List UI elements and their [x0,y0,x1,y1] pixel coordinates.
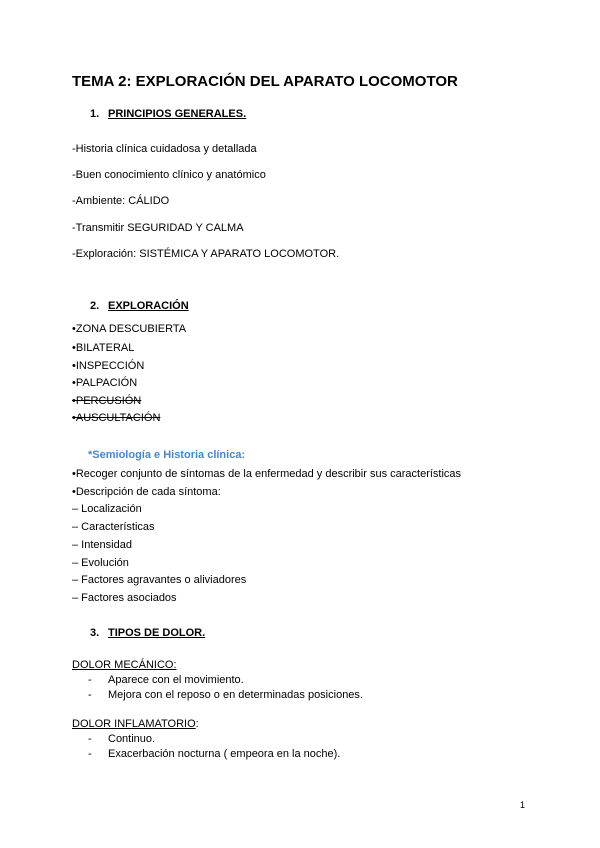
section-label: PRINCIPIOS GENERALES. [108,108,247,120]
page-number: 1 [520,800,526,810]
list-item: •Recoger conjunto de síntomas de la enfermedad y describir sus características [72,468,462,480]
section-heading-tipos-dolor [90,627,205,639]
list-item-struck: •AUSCULTACIÓN [72,412,161,424]
section-label: TIPOS DE DOLOR. [108,627,206,639]
list-item: •BILATERAL [72,342,135,354]
list-item [88,689,363,701]
list-item: •PALPACIÓN [72,377,138,389]
section-number: 2. [90,300,100,312]
list-item-text: Continuo. [108,733,156,745]
list-item [88,674,244,686]
list-item: •INSPECCIÓN [72,360,145,372]
list-item-text: Aparece con el movimiento. [108,674,244,686]
section-number: 1. [90,108,100,120]
heading-colon: : [195,718,199,730]
list-item: – Localización [72,503,142,515]
section-number: 3. [90,627,100,639]
list-item: – Intensidad [72,539,132,551]
section-label: EXPLORACIÓN [108,300,189,312]
dash-bullet: - [88,748,92,760]
list-item: •Descripción de cada síntoma: [72,486,221,498]
list-item-struck: •PERCUSIÓN [72,395,142,407]
list-item: •ZONA DESCUBIERTA [72,323,187,335]
list-item: -Buen conocimiento clínico y anatómico [72,169,266,181]
section-heading-exploracion [90,300,189,312]
section-heading-principios [90,108,246,120]
list-item: -Historia clínica cuidadosa y detallada [72,143,257,155]
list-item: -Ambiente: CÁLIDO [72,195,170,207]
list-item-text: Exacerbación nocturna ( empeora en la noche). [108,748,341,760]
list-item: -Exploración: SISTÉMICA Y APARATO LOCOMOTOR. [72,248,340,260]
dolor-inflamatorio-heading [72,718,199,730]
list-item: – Características [72,521,155,533]
dash-bullet: - [88,674,92,686]
semiologia-heading: *Semiología e Historia clínica: [88,449,246,461]
dolor-mecanico-heading: DOLOR MECÁNICO: [72,659,177,671]
heading-text: DOLOR INFLAMATORIO [72,718,196,730]
list-item-text: Mejora con el reposo o en determinadas posiciones. [108,689,363,701]
dash-bullet: - [88,689,92,701]
list-item [88,733,155,745]
list-item: – Evolución [72,557,129,569]
page-title: TEMA 2: EXPLORACIÓN DEL APARATO LOCOMOTOR [72,73,458,90]
dash-bullet: - [88,733,92,745]
list-item: -Transmitir SEGURIDAD Y CALMA [72,222,244,234]
list-item: – Factores agravantes o aliviadores [72,574,247,586]
list-item [88,748,340,760]
list-item: – Factores asociados [72,592,177,604]
